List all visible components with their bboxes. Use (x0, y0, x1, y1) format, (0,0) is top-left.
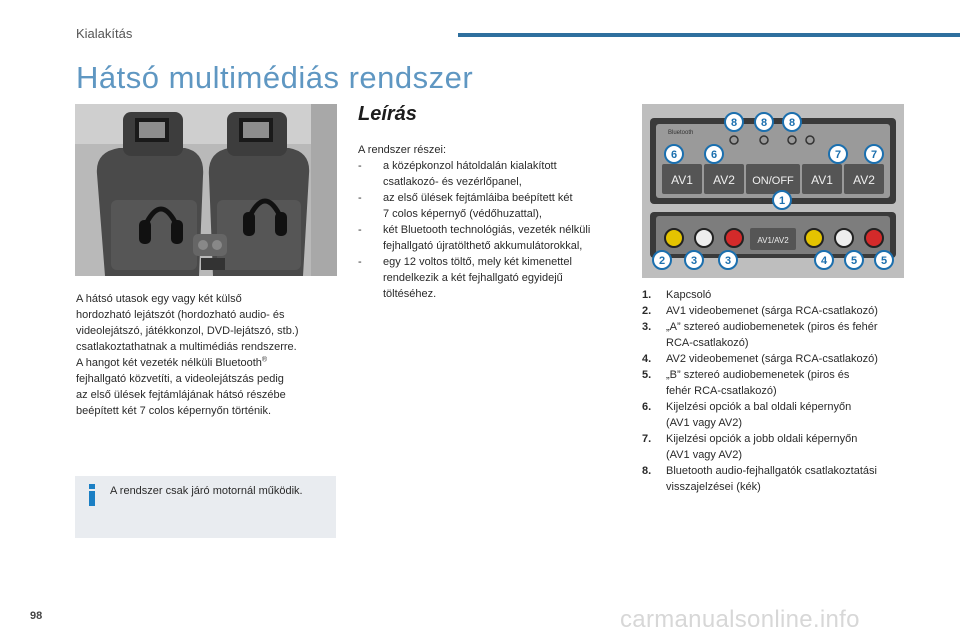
rca-red-a (725, 229, 743, 247)
rca-white-b (835, 229, 853, 247)
intro-paragraph (76, 291, 334, 419)
info-note-text: A rendszer csak járó motornál működik. (110, 485, 303, 497)
callout-5a: 5 (850, 255, 858, 267)
av2-button-label: AV2 (713, 173, 735, 187)
list-dash: - (358, 224, 362, 236)
av1-button-label-right: AV1 (811, 173, 833, 187)
info-note (75, 476, 336, 538)
legend-text: Kijelzési opciók a jobb oldali képernyőn (666, 433, 858, 445)
list-dash: - (358, 192, 362, 204)
callout-1: 1 (778, 195, 786, 207)
callout-5b: 5 (880, 255, 888, 267)
legend-item (642, 399, 912, 431)
intro-line: beépített két 7 colos képernyőn történik. (76, 405, 272, 417)
legend-text: fehér RCA-csatlakozó) (666, 385, 777, 397)
legend-text: Kijelzési opciók a bal oldali képernyőn (666, 401, 852, 413)
callout-3b: 3 (724, 255, 732, 267)
av12-label: AV1/AV2 (757, 236, 789, 245)
legend-number: 6. (642, 401, 652, 413)
legend-text: visszajelzései (kék) (666, 481, 761, 493)
legend-text: (AV1 vagy AV2) (666, 417, 743, 429)
list-item-line: egy 12 voltos töltő, mely két kimenettel (383, 256, 572, 268)
legend-item (642, 463, 912, 495)
legend-text: Kapcsoló (666, 289, 712, 301)
section-label: Kialakítás (76, 26, 133, 41)
legend-number: 5. (642, 369, 652, 381)
av1-button-label: AV1 (671, 173, 693, 187)
callout-8b: 8 (760, 117, 768, 129)
legend-item (642, 351, 912, 367)
legend-text: Bluetooth audio-fejhallgatók csatlakoztatási (666, 465, 877, 477)
legend-number: 8. (642, 465, 652, 477)
legend-text: AV1 videobemenet (sárga RCA-csatlakozó) (666, 305, 878, 317)
list-item-line: két Bluetooth technológiás, vezeték nélküli (383, 224, 591, 236)
intro-line: az első ülések fejtámlájának hátsó részébe (76, 389, 286, 401)
list-dash: - (358, 256, 362, 268)
legend-item (642, 431, 912, 463)
list-item-line: fejhallgató újratölthető akkumulátorokkal, (383, 240, 583, 252)
legend-number: 2. (642, 305, 652, 317)
bluetooth-label: Bluetooth (668, 130, 694, 136)
list-item-line: a középkonzol hátoldalán kialakított (383, 160, 557, 172)
legend-number: 7. (642, 433, 652, 445)
intro-line: A hátsó utasok egy vagy két külső (76, 293, 242, 305)
header-rule (458, 33, 960, 37)
callout-8a: 8 (730, 117, 738, 129)
legend-number: 4. (642, 353, 652, 365)
rca-white-a (695, 229, 713, 247)
parts-list-item (358, 254, 630, 302)
parts-list-item (358, 222, 630, 254)
parts-list-item (358, 190, 630, 222)
callout-4: 4 (820, 255, 828, 267)
rca-yellow-av2 (805, 229, 823, 247)
callout-3a: 3 (690, 255, 698, 267)
parts-list-item (358, 158, 630, 190)
onoff-button-label: ON/OFF (752, 175, 794, 187)
legend-text: (AV1 vagy AV2) (666, 449, 743, 461)
intro-line: hordozható lejátszót (hordozható audio- és (76, 309, 285, 321)
parts-intro: A rendszer részei: (358, 144, 447, 156)
legend-text: AV2 videobemenet (sárga RCA-csatlakozó) (666, 353, 878, 365)
list-item-line: töltéséhez. (383, 288, 437, 300)
control-panel-drawing (642, 104, 904, 278)
legend-item (642, 303, 912, 319)
section-subtitle: Leírás (358, 103, 417, 125)
seat-screens-illustration (75, 104, 337, 276)
watermark: carmanualsonline.info (620, 606, 860, 633)
legend-item (642, 367, 912, 399)
rca-red-b (865, 229, 883, 247)
callout-8c: 8 (788, 117, 796, 129)
intro-line-text: A hangot két vezeték nélküli Bluetooth (76, 357, 262, 369)
callout-6b: 6 (710, 149, 718, 161)
list-item-line: 7 colos képernyő (védőhuzattal), (383, 208, 542, 220)
callout-6a: 6 (670, 149, 678, 161)
legend-list (642, 287, 912, 495)
callout-7a: 7 (834, 149, 842, 161)
legend-number: 1. (642, 289, 652, 301)
registered-mark: ® (261, 356, 268, 364)
intro-line (76, 355, 334, 371)
list-item-line: az első ülések fejtámláiba beépített két (383, 192, 573, 204)
seat-screens-drawing (75, 104, 337, 276)
legend-item (642, 319, 912, 351)
list-item-line: csatlakozó- és vezérlőpanel, (383, 176, 522, 188)
intro-line: videolejátszó, játékkonzol, DVD-lejátszó, stb.) (76, 325, 299, 337)
legend-number: 3. (642, 321, 652, 333)
callout-7b: 7 (870, 149, 878, 161)
intro-line: fejhallgató közvetíti, a videolejátszás pedig (76, 373, 284, 385)
page-number: 98 (30, 610, 43, 622)
page-title: Hátsó multimédiás rendszer (76, 60, 474, 95)
callout-2: 2 (658, 255, 666, 267)
legend-text: „A” sztereó audiobemenetek (piros és fehér (666, 321, 878, 333)
legend-item (642, 287, 912, 303)
rca-yellow-av1 (665, 229, 683, 247)
intro-line: csatlakoztathatnak a multimédiás rendszerre. (76, 341, 297, 353)
control-panel-illustration (642, 104, 904, 278)
info-icon (87, 484, 97, 506)
list-item-line: rendelkezik a két fejhallgató egyidejű (383, 272, 563, 284)
list-dash: - (358, 160, 362, 172)
legend-text: „B” sztereó audiobemenetek (piros és (666, 369, 850, 381)
av2-button-label-right: AV2 (853, 173, 875, 187)
parts-list (358, 158, 630, 302)
legend-text: RCA-csatlakozó) (666, 337, 749, 349)
